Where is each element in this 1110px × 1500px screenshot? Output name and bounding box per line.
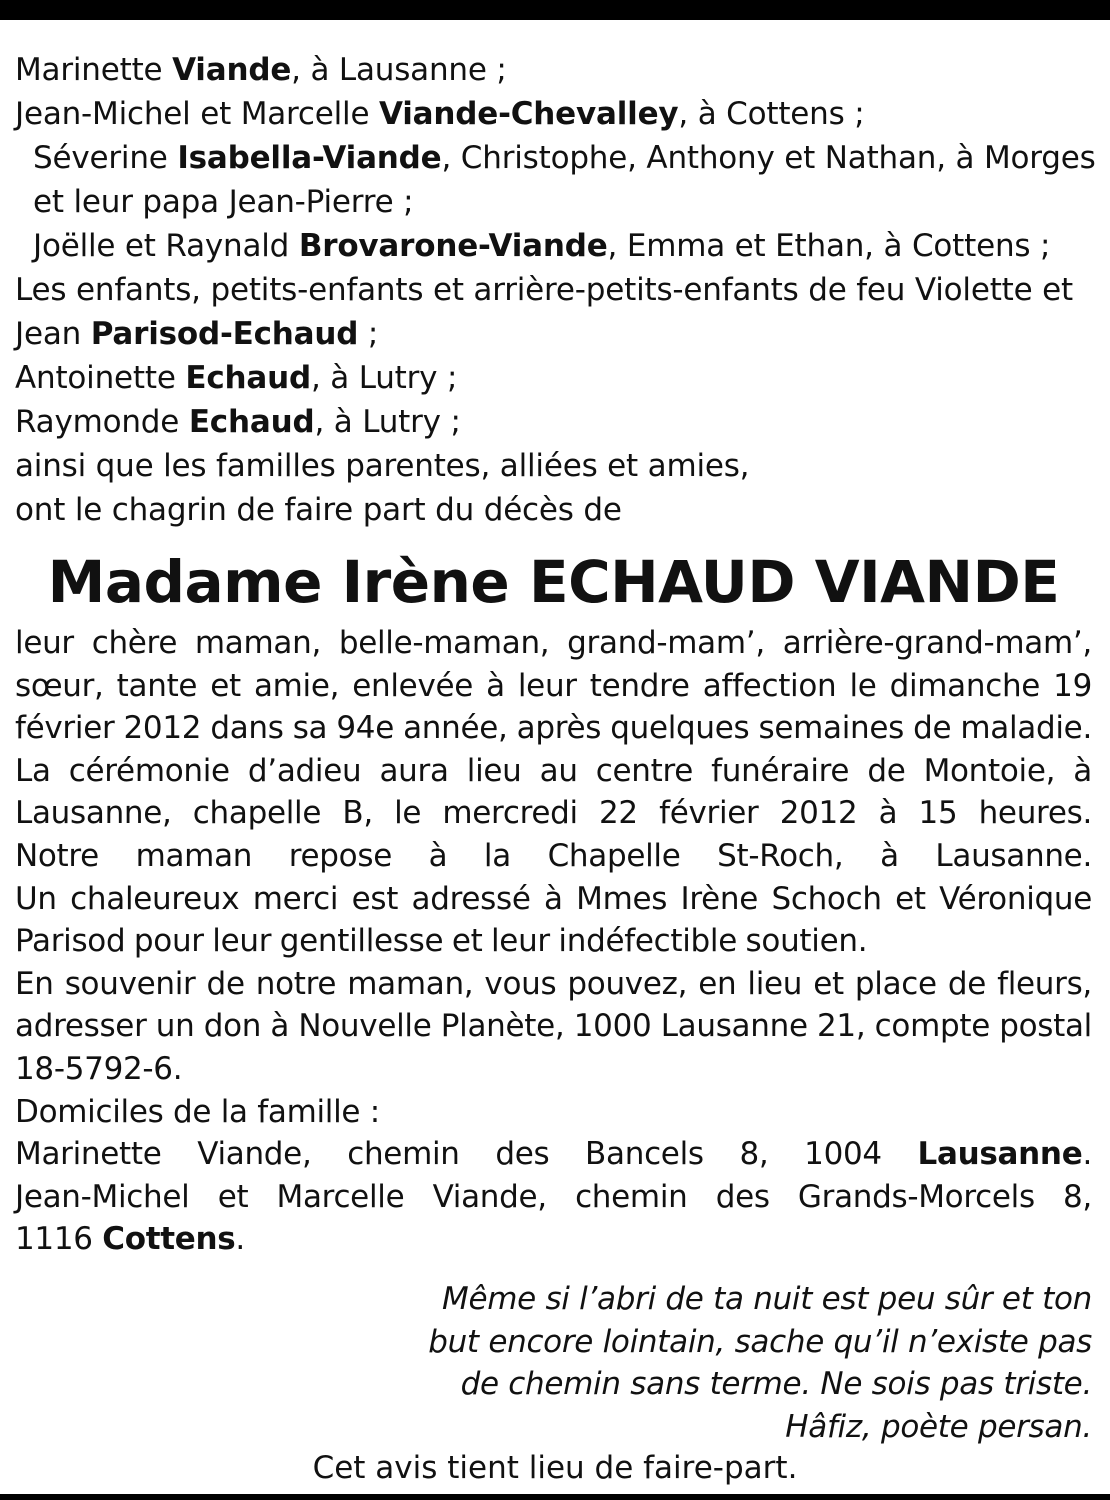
domicile-text: Marinette Viande, chemin des Bancels 8, 1004: [15, 1136, 918, 1173]
quote-line: de chemin sans terme. Ne sois pas triste.: [460, 1366, 1092, 1402]
family-text: , Emma et Ethan, à Cottens ;: [607, 228, 1051, 264]
bottom-rule: [0, 1494, 1110, 1500]
paragraph-announcement: leur chère maman, belle-maman, grand-mam’, arrière-grand-mam’, sœur, tante et amie, enlevée à leur tendre affection le dimanche 19 février 2012 dans sa 94e année, après quelques semaines de maladie.: [15, 625, 1092, 747]
obituary-body: [15, 622, 1092, 1261]
domicile-text: .: [235, 1221, 245, 1258]
family-text: , à Lausanne ;: [291, 52, 507, 88]
poem-quote: [428, 1278, 1092, 1448]
domicile-city: Lausanne: [917, 1136, 1083, 1173]
family-text: ont le chagrin de faire part du décès de: [15, 492, 622, 528]
family-text: , à Cottens ;: [678, 96, 865, 132]
family-text: , Christophe, Anthony et Nathan, à Morges: [441, 140, 1096, 176]
family-text: Marinette: [15, 52, 173, 88]
family-text: et leur papa Jean-Pierre ;: [33, 184, 414, 220]
family-line: [15, 356, 1092, 400]
family-line: [15, 48, 1092, 92]
family-text: Séverine: [33, 140, 178, 176]
quote-line: Même si l’abri de ta nuit est peu sûr et ton: [442, 1281, 1092, 1317]
paragraph-rest-place: Notre maman repose à la Chapelle St-Roch, à Lausanne.: [15, 837, 1092, 874]
family-text: ;: [358, 316, 379, 352]
family-surname: Echaud: [188, 404, 315, 440]
top-rule: [0, 0, 1110, 20]
notice-text: Cet avis tient lieu de faire-part.: [312, 1450, 798, 1486]
deceased-name: Madame Irène ECHAUD VIANDE: [47, 548, 1060, 616]
family-surname: Echaud: [185, 360, 311, 396]
family-line: [15, 268, 1092, 312]
domicile-cottens-line2: [15, 1218, 1092, 1261]
family-line: [15, 224, 1092, 268]
family-line: [15, 92, 1092, 136]
family-surname: Isabella-Viande: [177, 140, 442, 176]
family-text: , à Lutry ;: [310, 360, 458, 396]
notice-line: [0, 1447, 1110, 1489]
domicile-city: Cottens: [102, 1221, 236, 1258]
domicile-lausanne: [15, 1133, 1092, 1176]
paragraph-donation: En souvenir de notre maman, vous pouvez, en lieu et place de fleurs, adresser un don à Nouvelle Planète, 1000 Lausanne 21, compte postal 18-5792-6.: [15, 965, 1092, 1087]
paragraph-ceremony: La cérémonie d’adieu aura lieu au centre funéraire de Montoie, à Lausanne, chapelle B, le mercredi 22 février 2012 à 15 heures.: [15, 752, 1092, 832]
family-surname: Parisod-Echaud: [90, 316, 359, 352]
domicile-text: .: [1082, 1136, 1092, 1173]
family-surname: Viande: [172, 52, 292, 88]
domicile-text: 1116: [15, 1221, 103, 1258]
family-line: [15, 488, 1092, 532]
family-text: Antoinette: [15, 360, 186, 396]
family-text: Jean-Michel et Marcelle: [15, 96, 379, 132]
domiciles-label: Domiciles de la famille :: [15, 1093, 380, 1130]
family-line: [15, 400, 1092, 444]
family-list: [15, 48, 1096, 532]
family-text: ainsi que les familles parentes, alliées et amies,: [15, 448, 750, 484]
domicile-cottens-line1: Jean-Michel et Marcelle Viande, chemin des Grands-Morcels 8,: [15, 1178, 1092, 1215]
family-line: [15, 312, 1092, 356]
family-text: Joëlle et Raynald: [33, 228, 299, 264]
family-line: [15, 180, 1092, 224]
family-text: Jean: [15, 316, 91, 352]
family-text: , à Lutry ;: [314, 404, 461, 440]
family-text: Les enfants, petits-enfants et arrière-petits-enfants de feu Violette et: [15, 272, 1073, 308]
family-surname: Brovarone-Viande: [298, 228, 608, 264]
obituary-content: [15, 48, 1096, 1261]
family-text: Raymonde: [15, 404, 189, 440]
family-surname: Viande-Chevalley: [379, 96, 679, 132]
quote-line: but encore lointain, sache qu’il n’existe pas: [428, 1323, 1092, 1360]
family-line: [15, 444, 1092, 488]
family-line: [15, 136, 1096, 180]
paragraph-thanks: Un chaleureux merci est adressé à Mmes Irène Schoch et Véronique Parisod pour leur gentillesse et leur indéfectible soutien.: [15, 880, 1092, 960]
quote-attribution: Hâfiz, poète persan.: [785, 1408, 1092, 1445]
